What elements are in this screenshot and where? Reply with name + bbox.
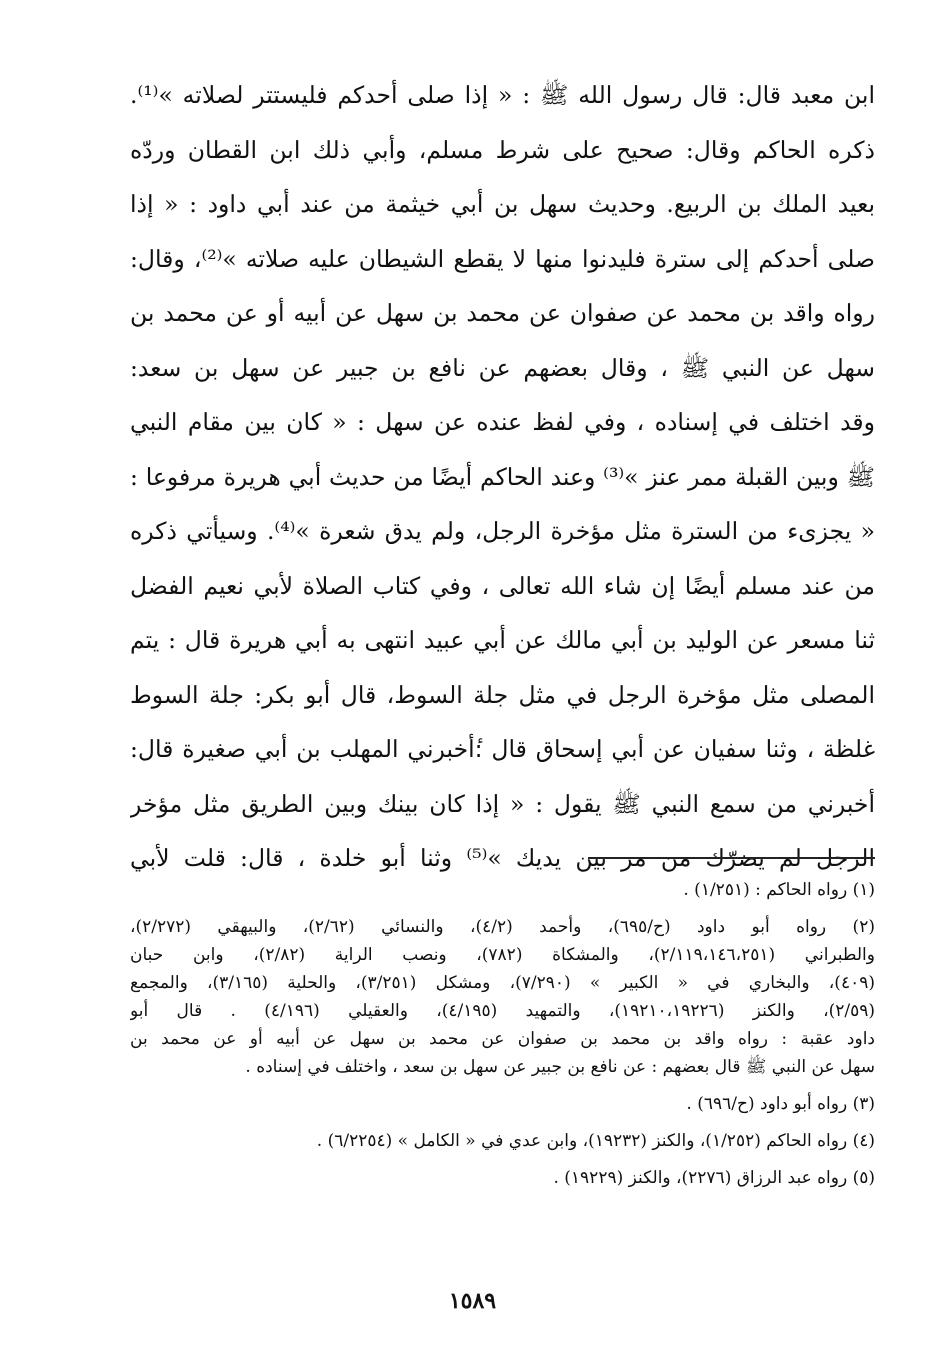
footnote-3 <box>130 1090 875 1118</box>
footnote-1 <box>130 876 875 904</box>
text-line: صلى أحدكم إلى سترة فليدنوا منها لا يقطع الشيطان عليه صلاته »⁽²⁾، وقال: <box>130 244 875 273</box>
footnote-line: (٤) رواه الحاكم (١/٢٥٢)، والكنز (١٩٢٣٢)، وابن عدي في « الكامل » (٦/٢٢٥٤) . <box>316 1131 875 1151</box>
text-line: غلظة ، وثنا سفيان عن أبي إسحاق قال :ٔأخبرني المهلب بن أبي صغيرة قال: <box>130 735 875 763</box>
text-line: المصلى مثل مؤخرة الرجل في مثل جلة السوط، قال أبو بكر: جلة السوط <box>130 680 875 709</box>
text-line: رواه واقد بن محمد عن صفوان عن محمد بن سهل عن أبيه أو عن محمد بن <box>130 299 875 327</box>
text-line: أخبرني من سمع النبي ﷺ يقول : « إذا كان بينك وبين الطريق مثل مؤخر <box>130 789 875 818</box>
page-number: ١٥٨٩ <box>448 1288 497 1314</box>
text-line: وقد اختلف في إسناده ، وفي لفظ عنده عن سهل : « كان بين مقام النبي <box>130 408 875 436</box>
footnote-line: (١) رواه الحاكم : (١/٢٥١) . <box>683 880 875 900</box>
footnote-4 <box>130 1127 875 1155</box>
footnote-2 <box>130 913 875 1081</box>
footnote-separator <box>588 857 875 859</box>
main-text <box>130 68 875 886</box>
footnote-line: (٥) رواه عبد الرزاق (٢٢٧٦)، والكنز (١٩٢٢٩) . <box>553 1168 875 1188</box>
text-line: ﷺ وبين القبلة ممر عنز »⁽³⁾ وعند الحاكم أيضًا من حديث أبي هريرة مرفوعا : <box>130 462 875 491</box>
footnote-line: (٣) رواه أبو داود (ح/٦٩٦) . <box>686 1094 875 1114</box>
text-line: بعيد الملك بن الربيع. وحديث سهل بن أبي خيثمة من عند أبي داود : « إذا <box>130 190 875 218</box>
footnote-line: (٢/٥٩)، والكنز (١٩٢١٠،١٩٢٢٦)، والتمهيد (٤/١٩٥)، والعقيلي (٤/١٩٦) . قال أبو <box>130 1001 875 1021</box>
footnote-line: (٤٠٩)، والبخاري في « الكبير » (٧/٢٩٠)، ومشكل (٣/٢٥١)، والحلية (٣/١٦٥)، والمجمع <box>130 973 875 993</box>
text-line: سهل عن النبي ﷺ ، وقال بعضهم عن نافع بن جبير عن سهل بن سعد: <box>130 353 875 382</box>
text-line: ذكره الحاكم وقال: صحيح على شرط مسلم، وأبي ذلك ابن القطان وردّه <box>130 135 875 164</box>
footnotes <box>130 876 875 1192</box>
footnote-line: داود عقبة : رواه واقد بن محمد بن صفوان عن محمد بن سهل عن أبيه أو عن محمد بن <box>130 1029 875 1049</box>
footnote-5 <box>130 1164 875 1192</box>
footnote-line: والطبراني (٢/١١٩،١٤٦،٢٥١)، والمشكاة (٧٨٢)، ونصب الراية (٢/٨٢)، وابن حبان <box>130 945 875 965</box>
text-line: « يجزىء من السترة مثل مؤخرة الرجل، ولم يدق شعرة »⁽⁴⁾. وسيأتي ذكره <box>130 517 875 545</box>
text-line: الرجل لم يضرّك من مر بين يديك »⁽⁵⁾ وثنا أبو خلدة ، قال: قلت لأبي <box>130 844 875 872</box>
footnote-line: (٢) رواه أبو داود (ح/٦٩٥)، وأحمد (٤/٢)، والنسائي (٢/٦٢)، والبيهقي (٢/٢٧٢)، <box>130 917 875 937</box>
text-line: من عند مسلم أيضًا إن شاء الله تعالى ، وفي كتاب الصلاة لأبي نعيم الفضل <box>130 571 875 600</box>
text-line: ثنا مسعر عن الوليد بن أبي مالك عن أبي عبيد انتهى به أبي هريرة قال : يتم <box>130 626 875 654</box>
footnote-line: سهل عن النبي ﷺ قال بعضهم : عن نافع بن جبير عن سهل بن سعد ، واختلف في إسناده . <box>245 1057 875 1077</box>
text-line: ابن معبد قال: قال رسول الله ﷺ : « إذا صلى أحدكم فليستتر لصلاته »⁽¹⁾. <box>130 81 875 109</box>
